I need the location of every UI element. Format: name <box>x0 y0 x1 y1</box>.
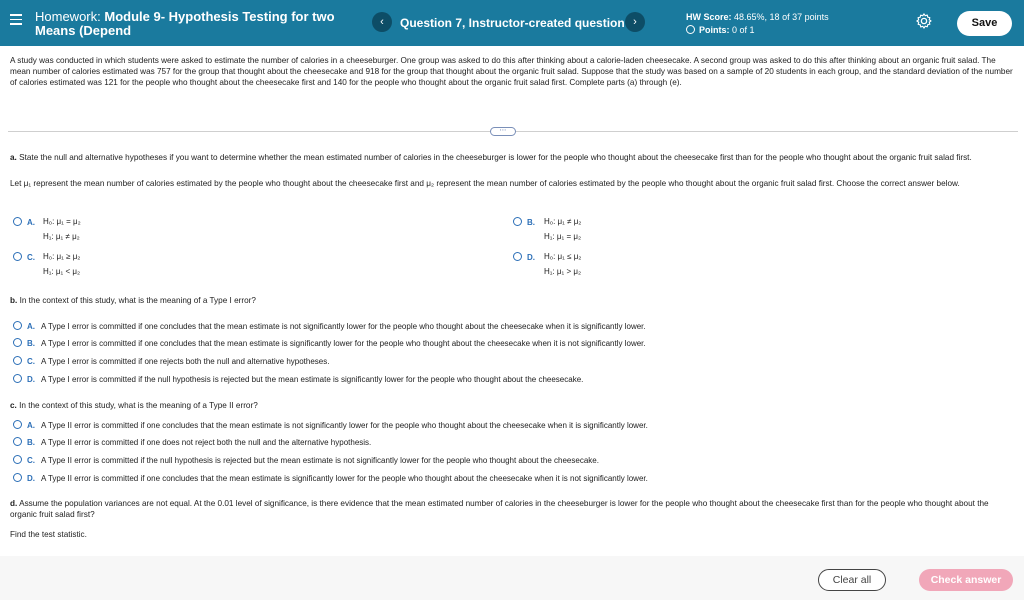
option-letter: D. <box>27 375 35 384</box>
part-c-text: In the context of this study, what is the meaning of a Type II error? <box>19 401 258 410</box>
part-b-label: b. <box>10 296 18 305</box>
radio-button[interactable] <box>13 252 22 261</box>
option-letter: B. <box>27 339 35 348</box>
radio-button[interactable] <box>13 356 22 365</box>
next-question-button[interactable]: › <box>625 12 645 32</box>
part-c-option-b[interactable] <box>13 437 371 448</box>
previous-question-button[interactable]: ‹ <box>372 12 392 32</box>
part-a-option-c-h0: H₀: μ₁ ≥ μ₂ <box>43 252 81 261</box>
part-d-prompt: Find the test statistic. <box>10 530 87 539</box>
points-label: Points: <box>699 25 730 35</box>
radio-button[interactable] <box>13 473 22 482</box>
points-status-icon <box>686 25 695 34</box>
part-b-text: In the context of this study, what is the meaning of a Type I error? <box>19 296 256 305</box>
option-text: A Type II error is committed if one concludes that the mean estimate is significantly lower for the people who thought about the cheesecake when it is not significantly lower. <box>41 474 648 483</box>
option-letter: B. <box>527 218 535 227</box>
part-b-option-a[interactable] <box>13 321 646 332</box>
hw-score <box>686 11 829 23</box>
check-answer-button[interactable]: Check answer <box>919 569 1013 591</box>
part-c-label: c. <box>10 401 17 410</box>
option-text: A Type I error is committed if one concludes that the mean estimate is not significantly lower for the people who thought about the cheesecake when it is significantly lower. <box>41 322 646 331</box>
option-letter: A. <box>27 218 35 227</box>
part-a-option-a-h1: H₁: μ₁ ≠ μ₂ <box>43 232 80 241</box>
part-a-option-a[interactable] <box>13 217 41 228</box>
points <box>686 24 755 36</box>
part-a-label: a. <box>10 153 17 162</box>
hw-score-value: 48.65%, 18 of 37 points <box>734 12 829 22</box>
points-value: 0 of 1 <box>732 25 755 35</box>
part-a-option-c-h1: H₁: μ₁ < μ₂ <box>43 267 81 276</box>
part-c-option-c[interactable] <box>13 455 599 466</box>
radio-button[interactable] <box>13 321 22 330</box>
option-letter: C. <box>27 253 35 262</box>
radio-button[interactable] <box>13 420 22 429</box>
option-letter: D. <box>27 474 35 483</box>
part-b-option-d[interactable] <box>13 374 583 385</box>
question-content <box>10 55 1016 88</box>
part-b-question <box>10 295 1014 306</box>
part-b-option-b[interactable] <box>13 338 646 349</box>
part-a-text: State the null and alternative hypotheses if you want to determine whether the mean estimated number of calories in the cheeseburger is lower for the people who thought about the cheesecake first than for the people who thought about the organic fruit salad first. <box>19 153 972 162</box>
option-text: A Type I error is committed if the null hypothesis is rejected but the mean estimate is significantly lower for the people who thought about the cheesecake. <box>41 375 584 384</box>
top-bar <box>0 0 1024 46</box>
radio-button[interactable] <box>13 338 22 347</box>
part-a-option-a-h0: H₀: μ₁ = μ₂ <box>43 217 81 226</box>
clear-all-button[interactable]: Clear all <box>818 569 886 591</box>
option-letter: C. <box>27 357 35 366</box>
part-a-question <box>10 152 1014 163</box>
part-a-option-d[interactable] <box>513 252 541 263</box>
homework-title <box>35 10 355 38</box>
option-letter: A. <box>27 322 35 331</box>
option-text: A Type II error is committed if the null hypothesis is rejected but the mean estimate is not significantly lower for the people who thought about the cheesecake. <box>41 456 599 465</box>
part-b-option-c[interactable] <box>13 356 329 367</box>
radio-button[interactable] <box>13 374 22 383</box>
homework-title-prefix: Homework: <box>35 9 105 24</box>
option-text: A Type I error is committed if one concludes that the mean estimate is significantly lower for the people who thought about the cheesecake when it is not significantly lower. <box>41 339 646 348</box>
homework-title-name: Module 9- Hypothesis Testing for two Means (Depend <box>35 9 335 38</box>
option-letter: B. <box>27 438 35 447</box>
part-a-option-b-h0: H₀: μ₁ ≠ μ₂ <box>544 217 582 226</box>
option-letter: D. <box>527 253 535 262</box>
part-a-option-b-h1: H₁: μ₁ = μ₂ <box>544 232 582 241</box>
option-letter: C. <box>27 456 35 465</box>
part-d-text: Assume the population variances are not equal. At the 0.01 level of significance, is there evidence that the mean estimated number of calories in the cheeseburger is lower for the people who thought about the cheesecake first than for the people who thought about the organic fruit salad first? <box>10 499 989 519</box>
part-a-option-b[interactable] <box>513 217 541 228</box>
radio-button[interactable] <box>13 437 22 446</box>
part-d-question <box>10 498 1014 520</box>
menu-icon[interactable] <box>10 14 22 24</box>
expand-more-button[interactable]: ⋯ <box>490 127 516 136</box>
part-c-question <box>10 400 1014 411</box>
save-button[interactable]: Save <box>957 11 1012 36</box>
radio-button[interactable] <box>13 217 22 226</box>
option-letter: A. <box>27 421 35 430</box>
part-a-option-d-h1: H₁: μ₁ > μ₂ <box>544 267 582 276</box>
option-text: A Type I error is committed if one rejects both the null and alternative hypotheses. <box>41 357 330 366</box>
option-text: A Type II error is committed if one does not reject both the null and the alternative hypothesis. <box>41 438 372 447</box>
problem-intro: A study was conducted in which students were asked to estimate the number of calories in a cheeseburger. One group was asked to do this after thinking about a calorie-laden cheesecake. A second group was asked to do this after thinking about an organic fruit salad. The mean number of calories estimated was 757 for the group that thought about the cheesecake and 918 for the group that thought about the organic fruit salad. Suppose that the study was based on a sample of 20 students in each group, and the standard deviation of the number of calories estimated was 121 for the people who thought about the cheesecake first and 140 for the people who thought about the organic fruit salad first. Complete parts (a) through (e). <box>10 56 1013 87</box>
option-text: A Type II error is committed if one concludes that the mean estimate is not significantly lower for the people who thought about the cheesecake when it is significantly lower. <box>41 421 648 430</box>
gear-icon[interactable] <box>915 12 933 30</box>
part-a-option-c[interactable] <box>13 252 41 263</box>
hw-score-label: HW Score: <box>686 12 732 22</box>
part-a-definition: Let μ₁ represent the mean number of calories estimated by the people who thought about the cheesecake first and μ₂ represent the mean number of calories estimated by the people who thought about the organic fruit salad first. Choose the correct answer below. <box>10 179 960 188</box>
question-label[interactable]: Question 7, Instructor-created question <box>400 16 625 30</box>
part-c-option-d[interactable] <box>13 473 648 484</box>
radio-button[interactable] <box>13 455 22 464</box>
radio-button[interactable] <box>513 252 522 261</box>
part-c-option-a[interactable] <box>13 420 648 431</box>
part-a-option-d-h0: H₀: μ₁ ≤ μ₂ <box>544 252 582 261</box>
radio-button[interactable] <box>513 217 522 226</box>
part-d-label: d. <box>10 499 18 508</box>
